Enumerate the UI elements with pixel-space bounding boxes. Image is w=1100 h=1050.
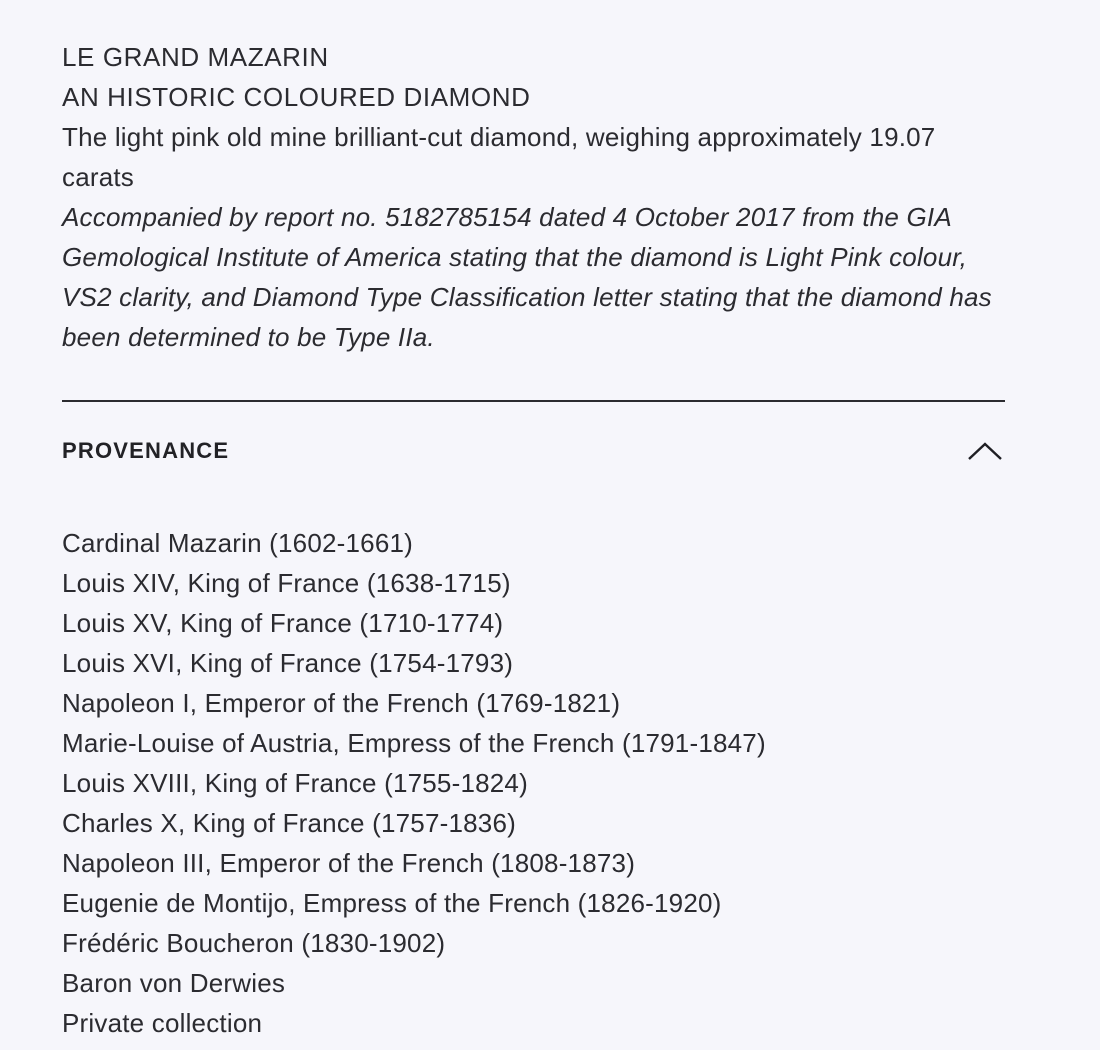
provenance-item: Cardinal Mazarin (1602-1661) (62, 528, 414, 558)
provenance-list (62, 523, 766, 1043)
provenance-item: Louis XVI, King of France (1754-1793) (62, 648, 514, 678)
lot-subtitle: AN HISTORIC COLOURED DIAMOND (62, 82, 531, 112)
lot-description-text: The light pink old mine brilliant-cut diamond, weighing approximately 19.07 carats (62, 122, 936, 192)
provenance-item: Eugenie de Montijo, Empress of the French (1826-1920) (62, 888, 722, 918)
provenance-item: Louis XIV, King of France (1638-1715) (62, 568, 511, 598)
provenance-item: Marie-Louise of Austria, Empress of the French (1791-1847) (62, 728, 766, 758)
lot-title: LE GRAND MAZARIN (62, 42, 329, 72)
chevron-up-icon[interactable] (965, 439, 1005, 463)
provenance-item: Louis XV, King of France (1710-1774) (62, 608, 504, 638)
lot-description (62, 37, 1005, 357)
provenance-item: Private collection (62, 1008, 263, 1038)
provenance-item: Louis XVIII, King of France (1755-1824) (62, 768, 528, 798)
provenance-item: Baron von Derwies (62, 968, 286, 998)
provenance-heading: PROVENANCE (62, 438, 230, 463)
provenance-toggle[interactable] (62, 430, 1005, 472)
provenance-item: Napoleon I, Emperor of the French (1769-1821) (62, 688, 621, 718)
provenance-item: Napoleon III, Emperor of the French (1808-1873) (62, 848, 636, 878)
section-divider (62, 400, 1005, 402)
provenance-item: Charles X, King of France (1757-1836) (62, 808, 516, 838)
provenance-item: Frédéric Boucheron (1830-1902) (62, 928, 446, 958)
report-note: Accompanied by report no. 5182785154 dated 4 October 2017 from the GIA Gemological Institute of America stating that the diamond is Light Pink colour, VS2 clarity, and Diamond Type Classification letter stating that the diamond has been determined to be Type IIa. (62, 202, 992, 352)
